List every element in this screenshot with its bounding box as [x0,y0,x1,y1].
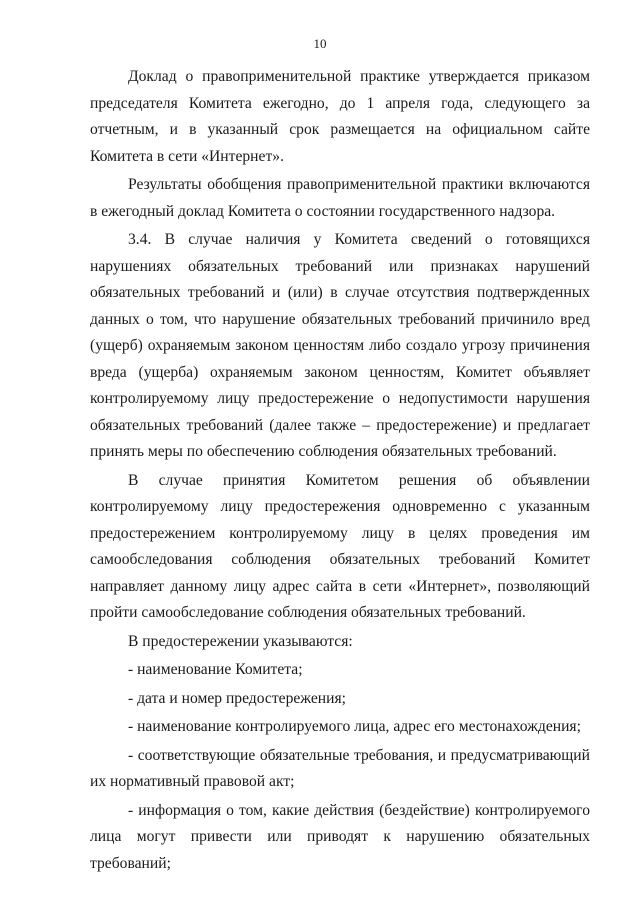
list-item-actions-info: - информация о том, какие действия (бездействие) контролируемого лица могут привести или приводят к нарушению обязательных требований; [90,801,590,872]
paragraph-report-results: Результаты обобщения правоприменительной практики включаются в ежегодный доклад Комитета о состоянии государственного надзора. [90,176,590,220]
paragraph-report-approval: Доклад о правоприменительной практике утверждается приказом председателя Комитета ежегодно, до 1 апреля года, следующего за отчетным, и в указанный срок размещается на официальном сайте Комитета в сети «Интернет». [90,68,590,165]
list-item-controlled-person: - наименование контролируемого лица, адрес его местонахождения; [128,718,581,735]
page-number: 10 [313,36,327,51]
paragraph-warning-contents: В предостережении указываются: [128,632,353,650]
paragraph-section-3-4: 3.4. В случае наличия у Комитета сведений о готовящихся нарушениях обязательных требований или признаках нарушений обязательных требований и (или) в случае отсутствия подтвержденных данных о том, что нарушение обязательных требований причинило вред (ущерб) охраняемым законом ценностям либо создало угрозу причинения вреда (ущерба) охраняемым законом ценностям, Комитет объявляет контролируемому лицу предостережение о недопустимости нарушения обязательных требований (далее также – предостережение) и предлагает принять меры по обеспечению соблюдения обязательных требований. [90,231,590,460]
document-body [90,64,590,877]
list-item-requirements: - соответствующие обязательные требования, и предусматривающий их нормативный правовой акт; [90,746,590,790]
list-item-committee-name: - наименование Комитета; [128,661,303,678]
paragraph-self-inspection: В случае принятия Комитетом решения об объявлении контролируемому лицу предостережения одновременно с указанным предостережением контролируемому лицу в целях проведения им самообследования соблюдения обязательных требований Комитет направляет данному лицу адрес сайта в сети «Интернет», позволяющий пройти самообследование соблюдения обязательных требований. [90,471,590,621]
list-item-warning-date-number: - дата и номер предостережения; [128,689,346,707]
